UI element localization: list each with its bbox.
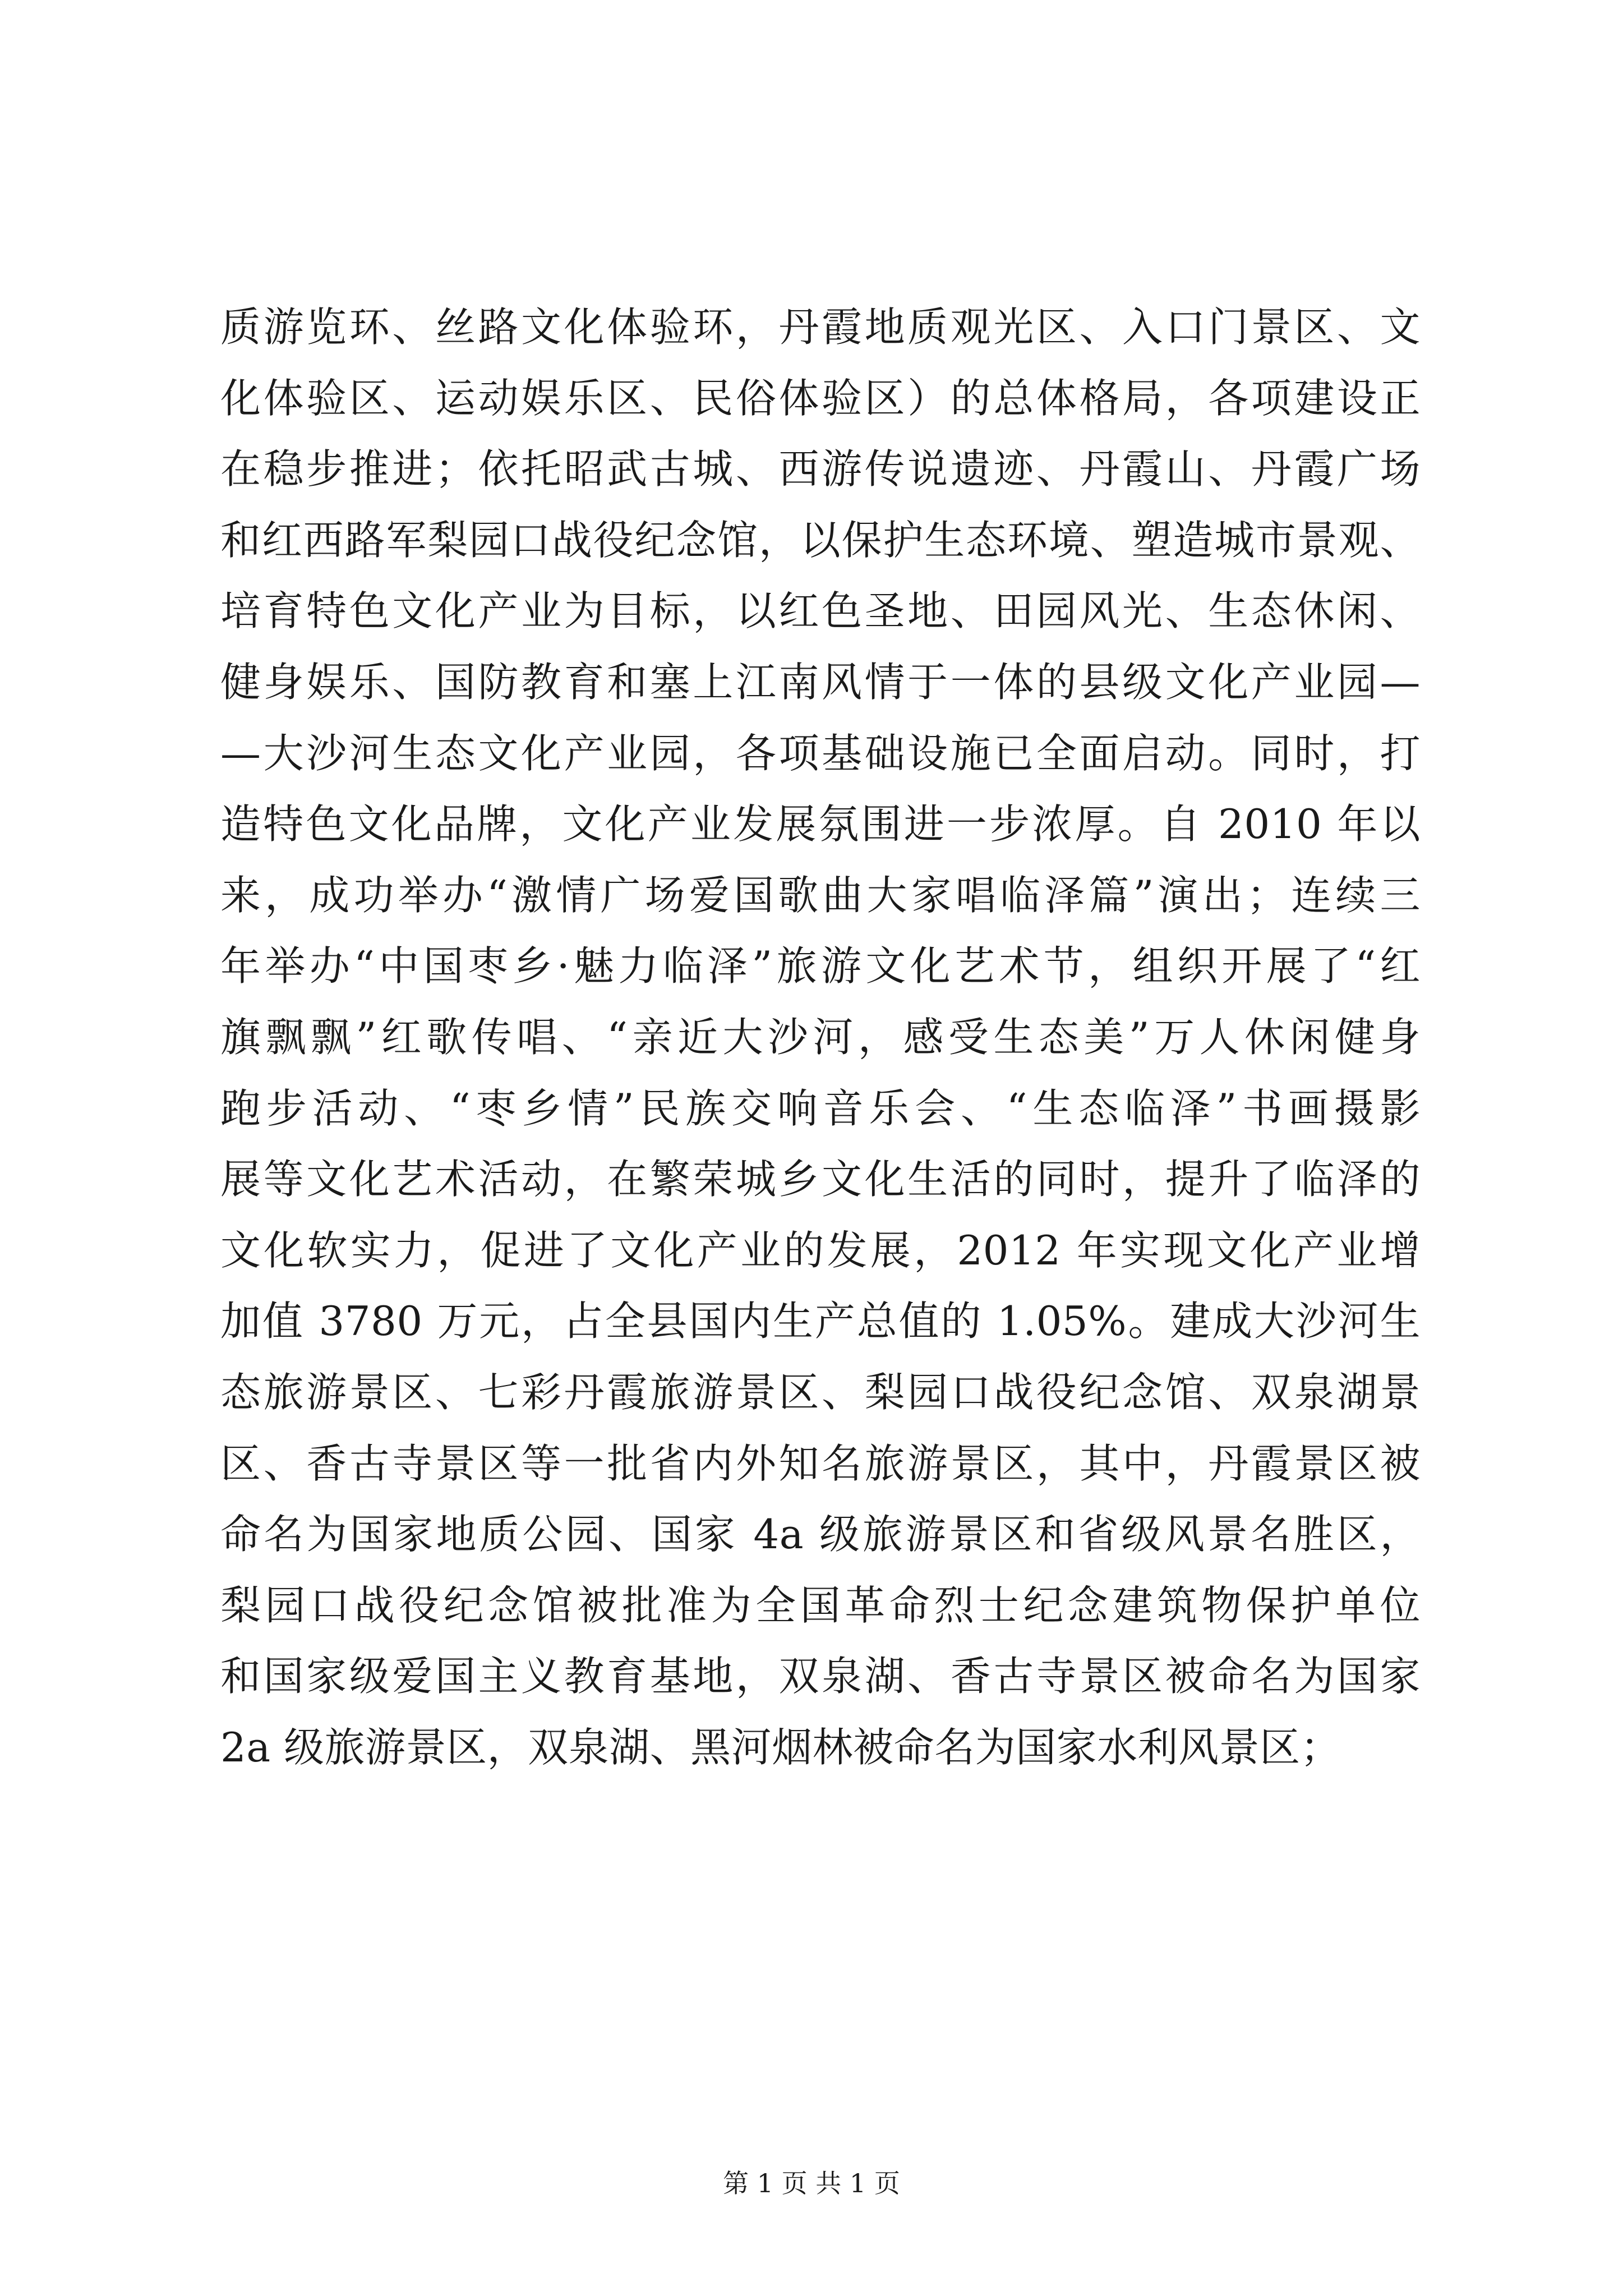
text-line: 年举办“中国枣乡·魅力临泽”旅游文化艺术节，组织开展了“红 — [220, 942, 1421, 990]
text-line: 梨园口战役纪念馆被批准为全国革命烈士纪念建筑物保护单位 — [220, 1581, 1421, 1629]
text-line: 跑步活动、“枣乡情”民族交响音乐会、“生态临泽”书画摄影 — [220, 1084, 1421, 1132]
text-line: 化体验区、运动娱乐区、民俗体验区）的总体格局，各项建设正 — [220, 374, 1421, 422]
body-paragraph — [220, 292, 1421, 1783]
text-line: 区、香古寺景区等一批省内外知名旅游景区，其中，丹霞景区被 — [220, 1439, 1421, 1487]
text-line: 健身娱乐、国防教育和塞上江南风情于一体的县级文化产业园— — [220, 658, 1421, 706]
text-line: 2a 级旅游景区，双泉湖、黑河烟林被命名为国家水利风景区； — [220, 1723, 1341, 1771]
text-line: 造特色文化品牌，文化产业发展氛围进一步浓厚。自 2010 年以 — [220, 800, 1421, 848]
text-line: 和国家级爱国主义教育基地，双泉湖、香古寺景区被命名为国家 — [220, 1653, 1421, 1700]
text-line: 态旅游景区、七彩丹霞旅游景区、梨园口战役纪念馆、双泉湖景 — [220, 1368, 1421, 1416]
text-line: 来，成功举办“激情广场爱国歌曲大家唱临泽篇”演出；连续三 — [220, 871, 1421, 919]
text-line: 质游览环、丝路文化体验环，丹霞地质观光区、入口门景区、文 — [220, 303, 1421, 351]
text-line: 旗飘飘”红歌传唱、“亲近大沙河，感受生态美”万人休闲健身 — [220, 1013, 1421, 1061]
text-line: 命名为国家地质公园、国家 4a 级旅游景区和省级风景名胜区， — [220, 1511, 1421, 1558]
text-line: 在稳步推进；依托昭武古城、西游传说遗迹、丹霞山、丹霞广场 — [220, 445, 1421, 493]
text-line: 展等文化艺术活动，在繁荣城乡文化生活的同时，提升了临泽的 — [220, 1156, 1421, 1203]
text-line: 文化软实力，促进了文化产业的发展，2012 年实现文化产业增 — [220, 1226, 1421, 1274]
page-number-footer: 第 1 页 共 1 页 — [723, 2168, 900, 2198]
text-line: —大沙河生态文化产业园，各项基础设施已全面启动。同时，打 — [220, 729, 1421, 777]
text-line: 和红西路军梨园口战役纪念馆，以保护生态环境、塑造城市景观、 — [220, 516, 1421, 564]
text-line: 加值 3780 万元，占全县国内生产总值的 1.05%。建成大沙河生 — [220, 1297, 1421, 1345]
text-line: 培育特色文化产业为目标，以红色圣地、田园风光、生态休闲、 — [220, 587, 1421, 635]
